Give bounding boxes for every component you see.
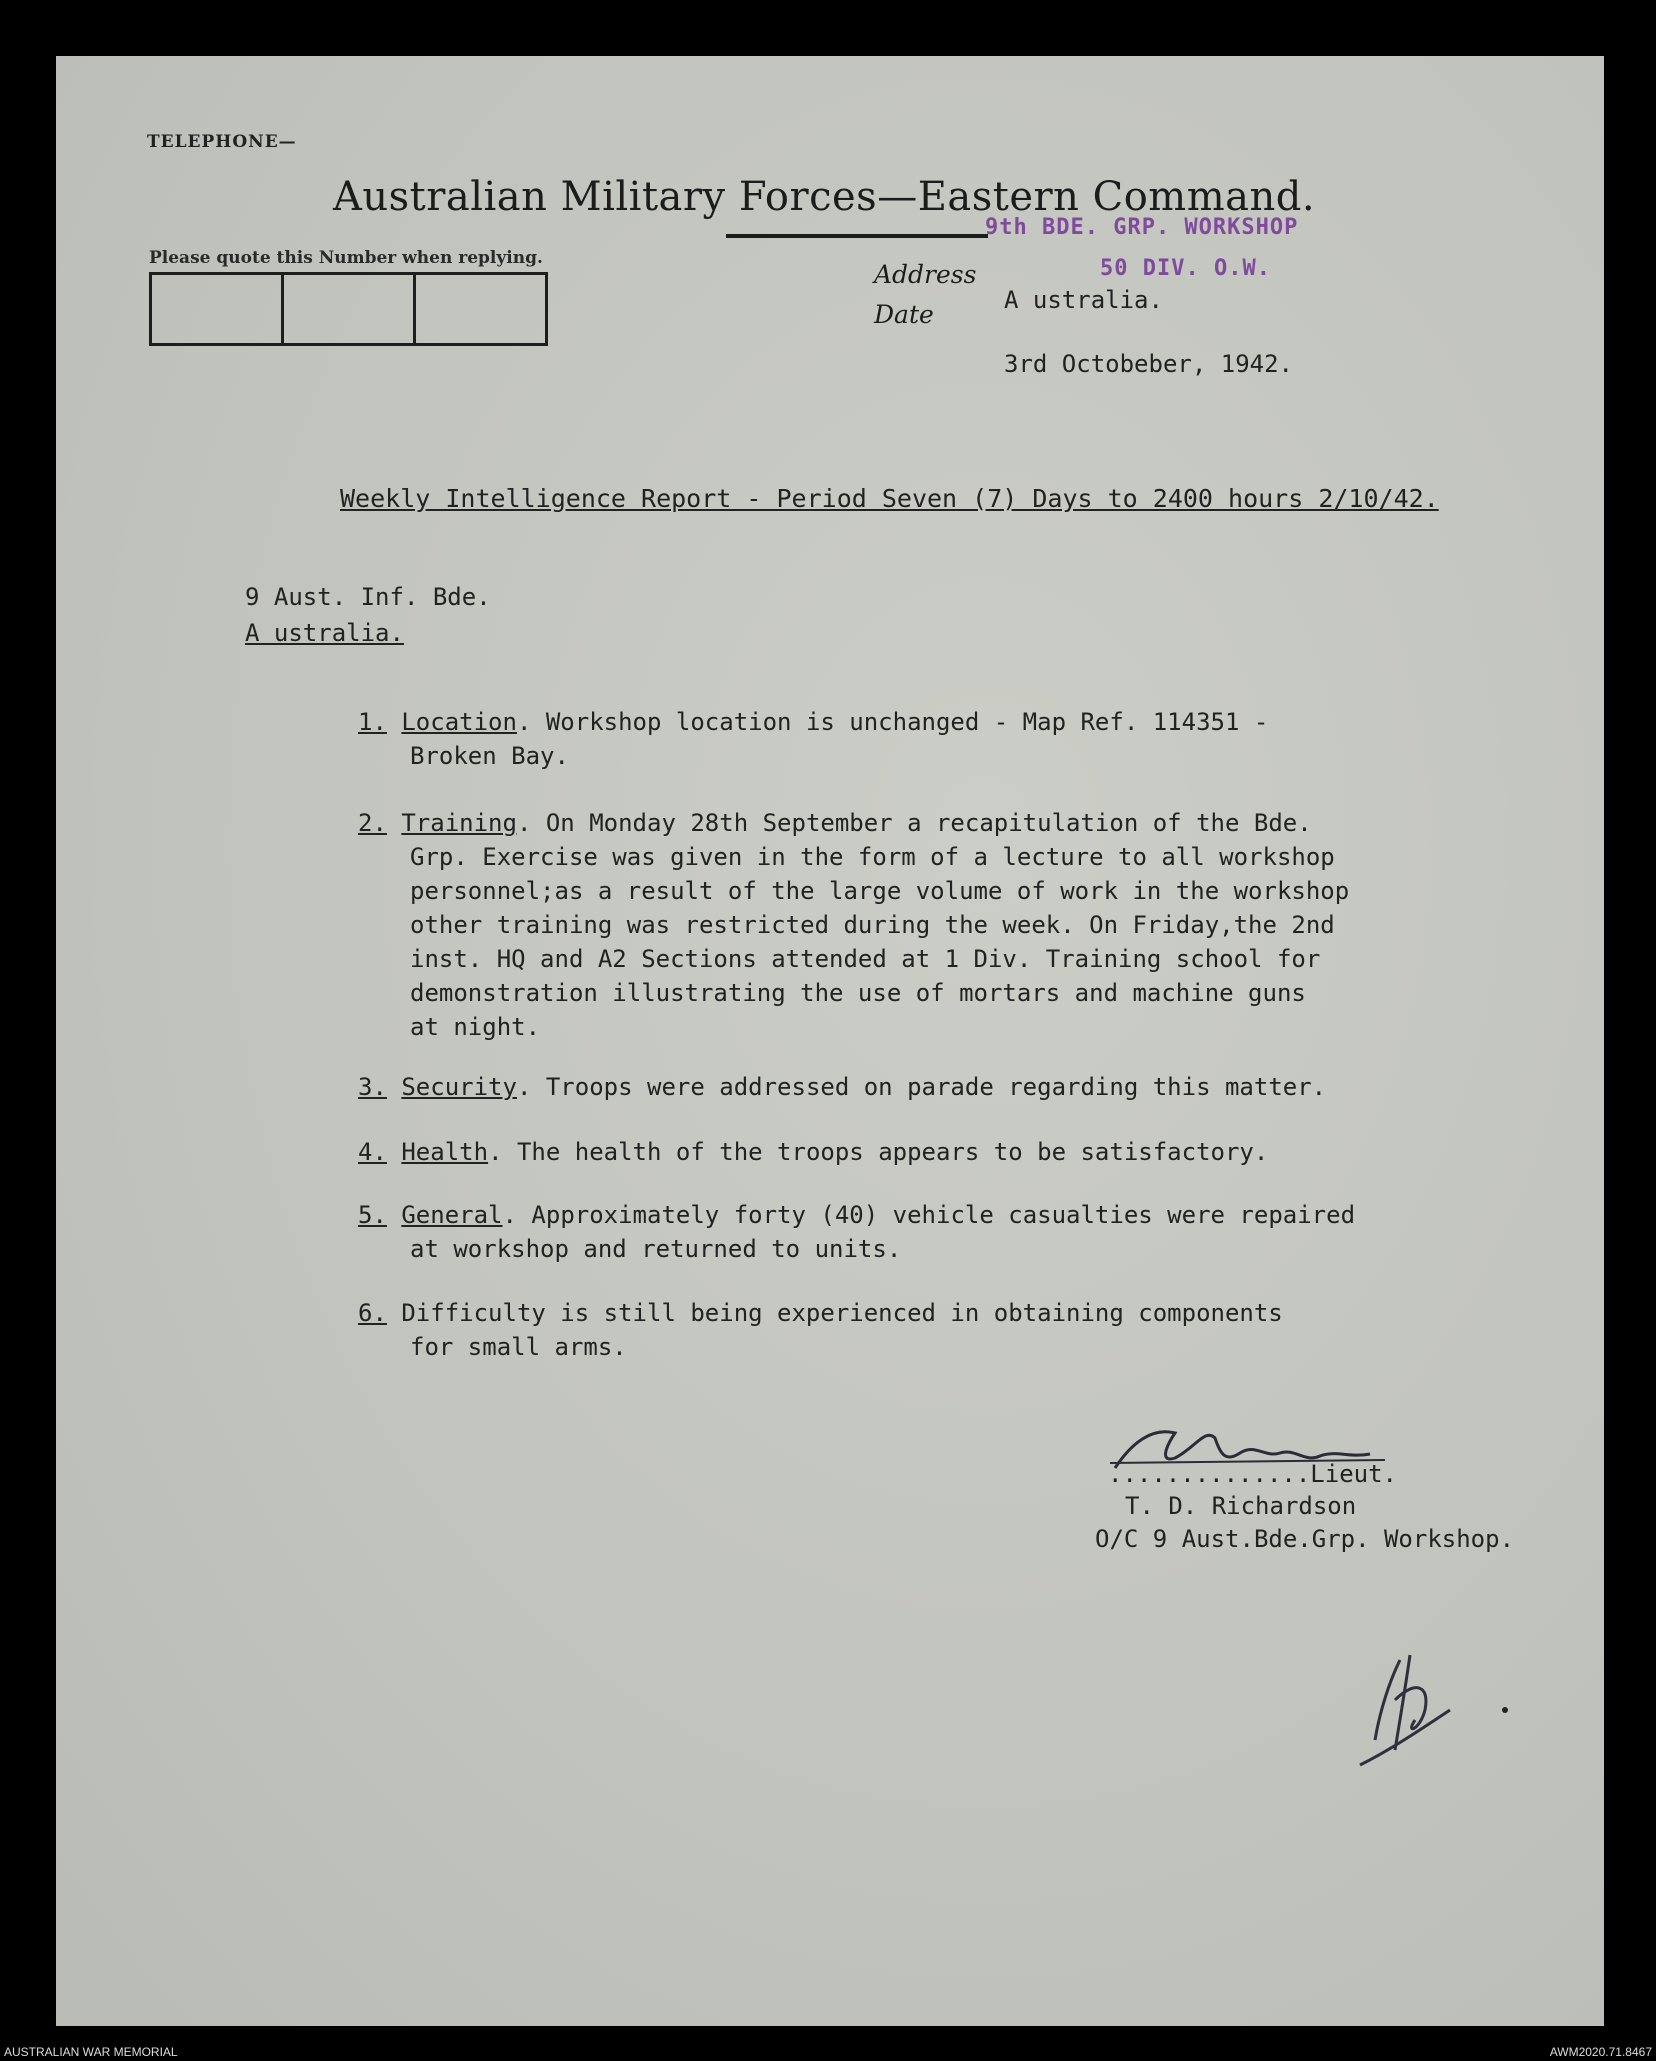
report-item xyxy=(358,1135,1548,1169)
item-number: 1. xyxy=(358,708,387,736)
item-first-line xyxy=(358,1296,1548,1330)
telephone-label: TELEPHONE— xyxy=(147,132,297,152)
footer-right: AWM2020.71.8467 xyxy=(1549,2045,1652,2059)
item-number: 4. xyxy=(358,1138,387,1166)
item-continuation-line: at night. xyxy=(410,1013,541,1041)
item-number: 3. xyxy=(358,1073,387,1101)
reference-number-box xyxy=(149,272,548,346)
item-continuation-line: inst. HQ and A2 Sections attended at 1 Div. Training school for xyxy=(410,945,1321,973)
unit-stamp-line-1: 9th BDE. GRP. WORKSHOP xyxy=(985,215,1299,240)
address-value: A ustralia. xyxy=(1004,286,1163,314)
report-item xyxy=(358,1198,1548,1266)
date-label: Date xyxy=(874,300,934,329)
item-heading: Location xyxy=(401,708,517,736)
signature-line: ..............Lieut. xyxy=(1108,1460,1397,1488)
quote-number-note: Please quote this Number when replying. xyxy=(149,248,543,268)
item-continuation-line: personnel;as a result of the large volume of work in the workshop xyxy=(410,877,1350,905)
date-value: 3rd Octobeber, 1942. xyxy=(1004,350,1293,378)
item-number: 6. xyxy=(358,1299,387,1327)
item-continuation-line: for small arms. xyxy=(410,1333,627,1361)
report-title: Weekly Intelligence Report - Period Seven (7) Days to 2400 hours 2/10/42. xyxy=(340,484,1439,513)
recipient-line-2: A ustralia. xyxy=(245,619,404,647)
recipient-line-1: 9 Aust. Inf. Bde. xyxy=(245,583,491,611)
item-heading: Security xyxy=(401,1073,517,1101)
item-first-line xyxy=(358,1135,1548,1169)
signature-mark xyxy=(1105,1418,1425,1488)
item-first-line xyxy=(358,806,1548,840)
report-item xyxy=(358,806,1548,1044)
item-text: . On Monday 28th September a recapitulation of the Bde. xyxy=(516,809,1312,837)
heading-rule xyxy=(726,234,988,238)
item-first-line xyxy=(358,1198,1548,1232)
item-number: 5. xyxy=(358,1201,387,1229)
item-continuation-line: other training was restricted during the week. On Friday,the 2nd xyxy=(410,911,1335,939)
report-item xyxy=(358,1070,1548,1104)
item-continuation-line: Grp. Exercise was given in the form of a lecture to all workshop xyxy=(410,843,1335,871)
report-item xyxy=(358,705,1548,773)
item-number: 2. xyxy=(358,809,387,837)
reference-cell xyxy=(152,275,284,343)
item-continuation-line: demonstration illustrating the use of mortars and machine guns xyxy=(410,979,1306,1007)
item-text: . Troops were addressed on parade regarding this matter. xyxy=(516,1073,1327,1101)
item-continuation-line: at workshop and returned to units. xyxy=(410,1235,902,1263)
item-continuation-line: Broken Bay. xyxy=(410,742,569,770)
footer-left: AUSTRALIAN WAR MEMORIAL xyxy=(4,2045,178,2059)
item-text: Difficulty is still being experienced in obtaining components xyxy=(386,1299,1283,1327)
item-heading: Health xyxy=(401,1138,489,1166)
address-label: Address xyxy=(874,260,977,289)
initials-mark xyxy=(1340,1640,1520,1780)
item-text: . Approximately forty (40) vehicle casualties were repaired xyxy=(502,1201,1356,1229)
report-item xyxy=(358,1296,1548,1364)
item-first-line xyxy=(358,705,1548,739)
signatory-position: O/C 9 Aust.Bde.Grp. Workshop. xyxy=(1095,1525,1515,1553)
item-heading: Training xyxy=(401,809,517,837)
item-text: . The health of the troops appears to be satisfactory. xyxy=(488,1138,1269,1166)
reference-cell xyxy=(284,275,416,343)
reference-cell xyxy=(416,275,545,343)
unit-stamp-line-2: 50 DIV. O.W. xyxy=(1100,256,1271,281)
item-first-line xyxy=(358,1070,1548,1104)
item-text: . Workshop location is unchanged - Map Ref. 114351 - xyxy=(516,708,1269,736)
signatory-name: T. D. Richardson xyxy=(1125,1492,1357,1520)
item-heading: General xyxy=(401,1201,503,1229)
letterhead-title: Australian Military Forces—Eastern Command. xyxy=(333,174,1316,220)
